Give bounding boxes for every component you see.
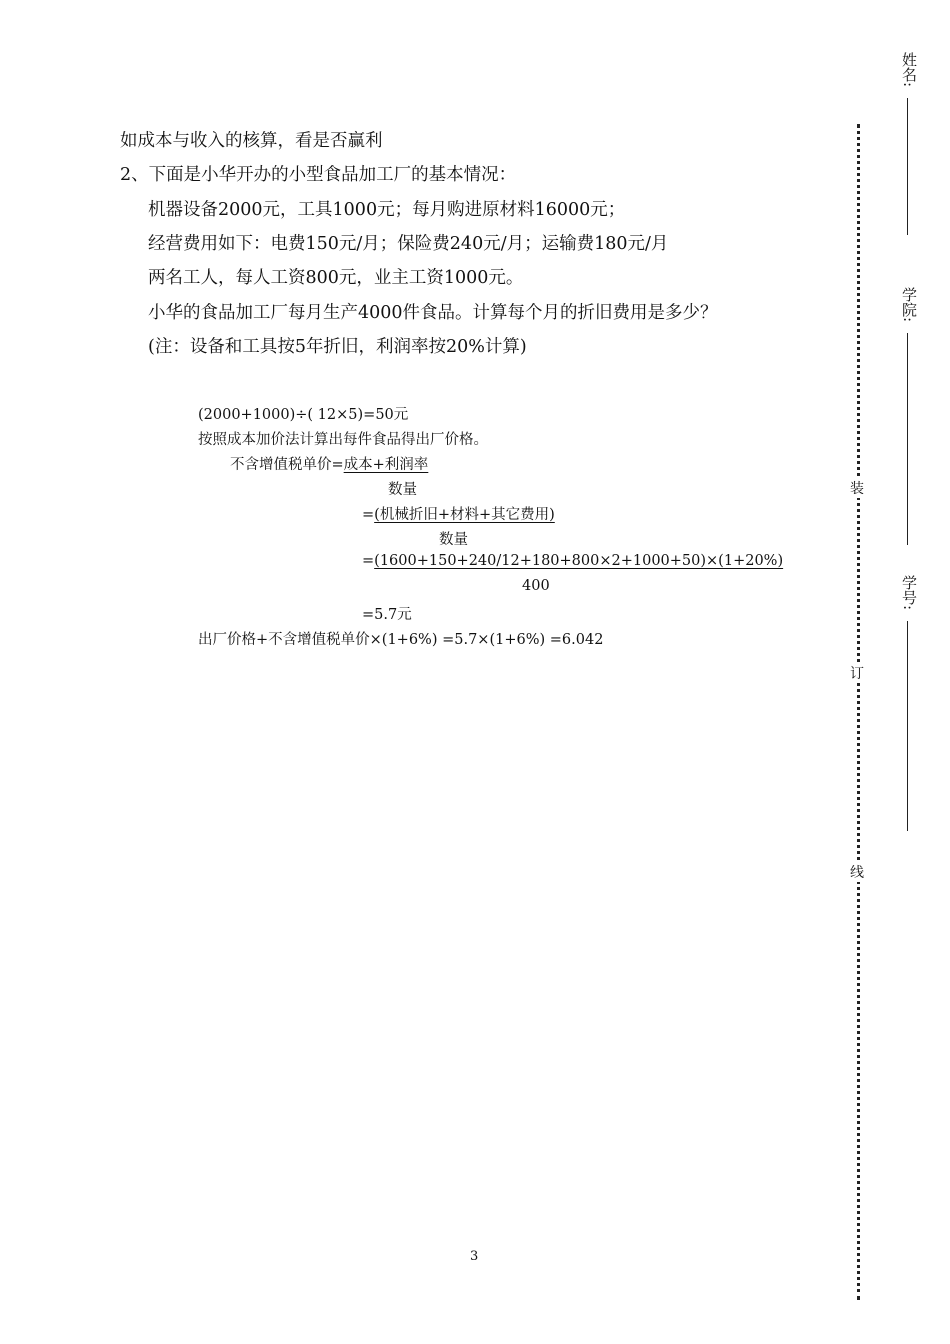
step3-prefix: = xyxy=(362,553,375,569)
field-college-label: 学院: xyxy=(900,287,918,323)
page-number: 3 xyxy=(470,1249,479,1264)
answer-step2 xyxy=(362,503,555,524)
answer-result: =5.7元 xyxy=(362,607,412,623)
question-line-5: 两名工人，每人工资800元，业主工资1000元。 xyxy=(148,268,524,288)
answer-method: 按照成本加价法计算出每件食品得出厂价格。 xyxy=(198,432,488,448)
answer-depreciation: (2000+1000)÷( 12×5)=50元 xyxy=(198,407,409,423)
question-line-4: 经营费用如下：电费150元/月；保险费240元/月；运输费180元/月 xyxy=(148,234,669,254)
step2-prefix: = xyxy=(362,507,375,523)
step2-denominator: 数量 xyxy=(439,532,468,548)
formula-denominator: 数量 xyxy=(388,482,417,498)
field-college-line[interactable] xyxy=(907,333,908,545)
field-student-id-line[interactable] xyxy=(907,621,908,831)
formula-numerator: 成本+利润率 xyxy=(343,457,429,473)
binding-char-zhuang: 装 xyxy=(848,478,866,498)
step3-denominator: 400 xyxy=(522,578,550,594)
binding-dotted-line xyxy=(857,124,860,1300)
step3-numerator: (1600+150+240/12+180+800×2+1000+50)×(1+20%) xyxy=(374,553,784,569)
formula-prefix: 不含增值税单价= xyxy=(230,457,344,473)
field-name-label: 姓名: xyxy=(900,52,918,88)
question-line-6: 小华的食品加工厂每月生产4000件食品。计算每个月的折旧费用是多少？ xyxy=(148,303,718,323)
answer-final: 出厂价格+不含增值税单价×(1+6%) =5.7×(1+6%) =6.042 xyxy=(198,632,604,648)
answer-formula xyxy=(230,453,428,474)
question-line-7: (注：设备和工具按5年折旧，利润率按20%计算) xyxy=(148,337,527,357)
field-name-line[interactable] xyxy=(907,98,908,235)
question-line-2: 2、下面是小华开办的小型食品加工厂的基本情况： xyxy=(120,165,517,185)
binding-char-xian: 线 xyxy=(848,862,866,882)
field-student-id-label: 学号: xyxy=(900,575,918,611)
step2-numerator: (机械折旧+材料+其它费用) xyxy=(374,507,555,523)
question-line-3: 机器设备2000元，工具1000元；每月购进原材料16000元； xyxy=(148,200,626,220)
binding-char-ding: 订 xyxy=(848,663,866,683)
question-line-1: 如成本与收入的核算，看是否赢利 xyxy=(120,131,383,151)
answer-step3 xyxy=(362,553,783,569)
